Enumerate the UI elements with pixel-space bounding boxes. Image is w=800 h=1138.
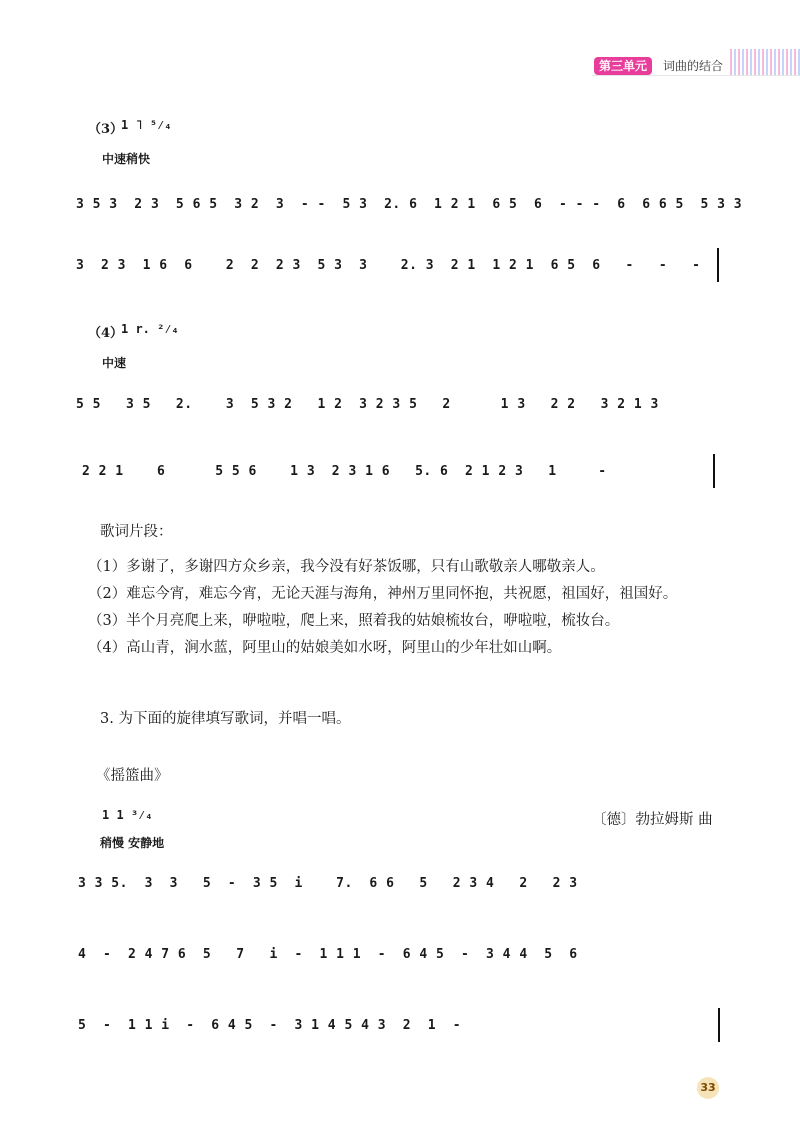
- unit-title: 词曲的结合: [659, 57, 727, 75]
- song-row3: 5 - 1 1 i - 6 4 5 - 3 1 4 5 4 3 2 1 -: [78, 1018, 462, 1033]
- song-final-barline: [718, 1008, 720, 1042]
- exercise-instruction: 3. 为下面的旋律填写歌词，并唱一唱。: [100, 711, 351, 727]
- song-title: 《摇篮曲》: [96, 768, 169, 784]
- song-composer: 〔德〕勃拉姆斯 曲: [592, 812, 713, 828]
- page-number: 33: [697, 1077, 719, 1099]
- piece4-label: （4）: [88, 326, 124, 341]
- piece4-final-barline: [713, 454, 715, 488]
- piece3-row2: 3 2 3 1 6 6 2 2 2 3 5 3 3 2. 3 2 1 1 2 1 6 5 6 - - -: [76, 258, 701, 273]
- piece3-row1: 3 5 3 2 3 5 6 5 3 2 3 - - 5 3 2. 6 1 2 1 6 5 6 - - - 6 6 6 5 5 3 3: [76, 197, 743, 212]
- lyrics-line-1: （1）多谢了，多谢四方众乡亲，我今没有好茶饭哪，只有山歌敬亲人哪敬亲人。: [88, 559, 605, 575]
- piece4-row2: 2 2 1 6 5 5 6 1 3 2 3 1 6 5. 6 2 1 2 3 1 -: [82, 464, 607, 479]
- lyrics-line-3: （3）半个月亮爬上来，咿啦啦，爬上来，照着我的姑娘梳妆台，咿啦啦，梳妆台。: [88, 613, 620, 629]
- song-meter: 1 1 ³⁄₄: [102, 808, 153, 822]
- song-tempo: 稍慢 安静地: [100, 836, 165, 850]
- unit-badge: 第三单元: [594, 57, 652, 75]
- piece4-row1: 5 5 3 5 2. 3 5 3 2 1 2 3 2 3 5 2 1 3 2 2 3 2 1 3: [76, 397, 659, 412]
- lyrics-heading: 歌词片段：: [100, 524, 173, 540]
- header-decoration: [730, 49, 800, 75]
- piece3-final-barline: [717, 248, 719, 282]
- piece4-tempo: 中速: [102, 356, 127, 370]
- lyrics-line-2: （2）难忘今宵，难忘今宵，无论天涯与海角，神州万里同怀抱，共祝愿，祖国好，祖国好。: [88, 586, 678, 602]
- piece3-tempo: 中速稍快: [102, 152, 151, 166]
- song-row2: 4 - 2 4 7 6 5 7 i - 1 1 1 - 6 4 5 - 3 4 4 5 6: [78, 947, 578, 962]
- piece3-meter: 1 ˥ ⁵⁄₄: [121, 118, 172, 132]
- lyrics-line-4: （4）高山青，涧水蓝，阿里山的姑娘美如水呀，阿里山的少年壮如山啊。: [88, 640, 562, 656]
- piece4-meter: 1 r. ²⁄₄: [121, 322, 179, 336]
- piece3-label: （3）: [88, 122, 124, 137]
- header-rule: [592, 75, 800, 76]
- song-row1: 3 3 5. 3 3 5 - 3 5 i 7. 6 6 5 2 3 4 2 2 3: [78, 876, 578, 891]
